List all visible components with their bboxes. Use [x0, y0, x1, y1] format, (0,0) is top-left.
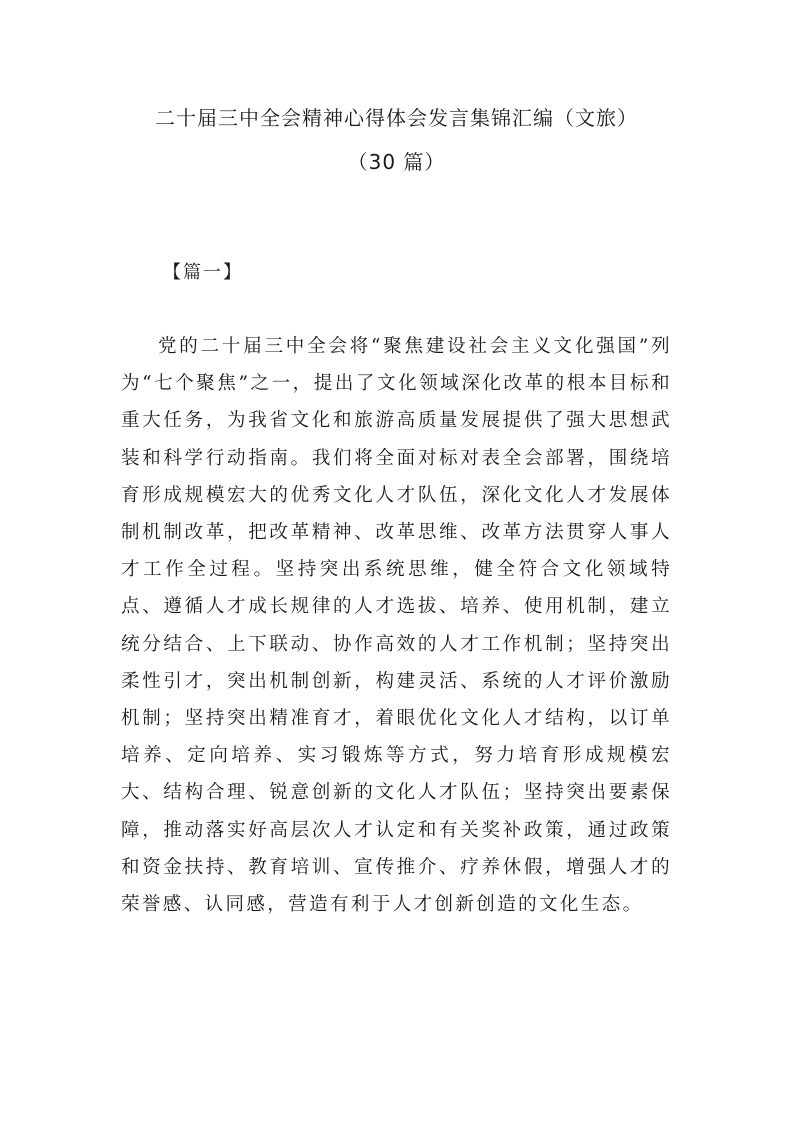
- document-subtitle: （30 篇）: [347, 150, 446, 174]
- body-paragraph: 党的二十届三中全会将“聚焦建设社会主义文化强国”列为“七个聚焦”之一，提出了文化领域深化改革的根本目标和重大任务，为我省文化和旅游高质量发展提供了强大思想武装和科学行动指南。我们将全面对标对表全会部署，围绕培育形成规模宏大的优秀文化人才队伍，深化文化人才发展体制机制改革，把改革精神、改革思维、改革方法贯穿人事人才工作全过程。坚持突出系统思维，健全符合文化领域特点、遵循人才成长规律的人才选拔、培养、使用机制，建立统分结合、上下联动、协作高效的人才工作机制；坚持突出柔性引才，突出机制创新，构建灵活、系统的人才评价激励机制；坚持突出精准育才，着眼优化文化人才结构，以订单培养、定向培养、实习锻炼等方式，努力培育形成规模宏大、结构合理、锐意创新的文化人才队伍；坚持突出要素保障，推动落实好高层次人才认定和有关奖补政策，通过政策和资金扶持、教育培训、宣传推介、疗养休假，增强人才的荣誉感、认同感，营造有利于人才创新创造的文化生态。: [121, 336, 672, 916]
- section-label: 【篇一】: [163, 262, 243, 283]
- document-title: 二十届三中全会精神心得体会发言集锦汇编（文旅）: [155, 106, 638, 130]
